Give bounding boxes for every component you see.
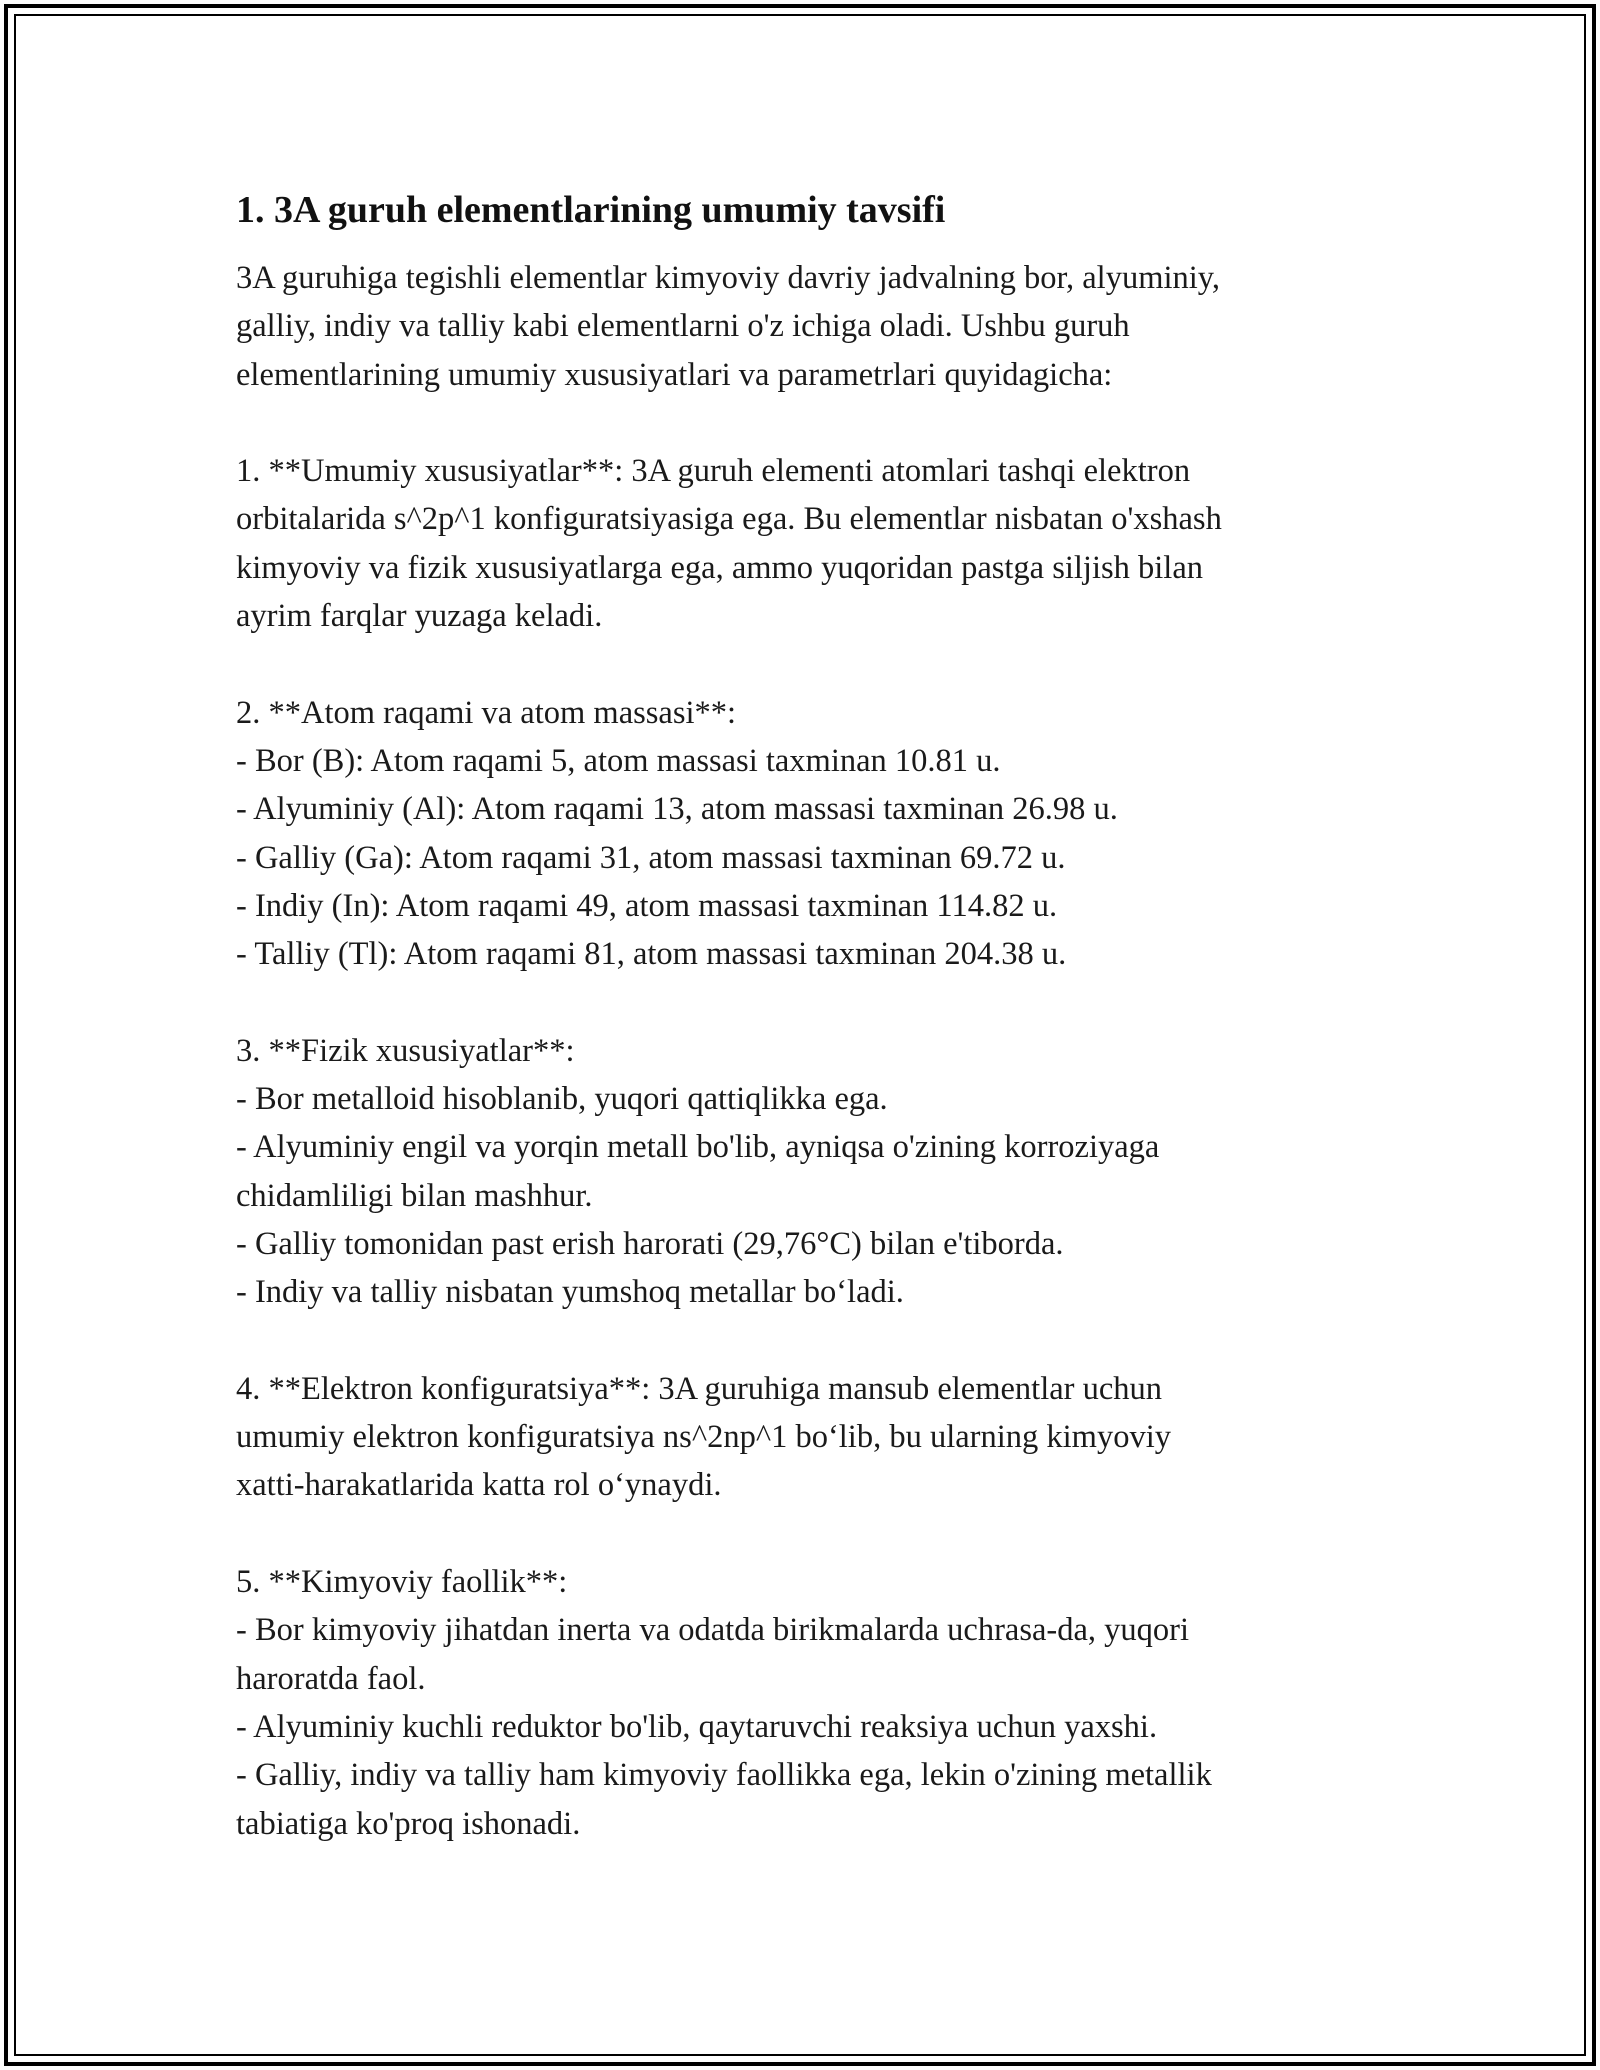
paragraph-gap <box>236 1317 1396 1365</box>
document-body <box>236 186 1396 1848</box>
document-heading: 1. 3A guruh elementlarining umumiy tavsifi <box>236 189 946 231</box>
paragraph-gap <box>236 1510 1396 1558</box>
section-chemical-activity: 5. **Kimyoviy faollik**: - Bor kimyoviy jihatdan inerta va odatda birikmalarda uchrasa-da, yuqori haroratda faol. - Alyuminiy kuchli reduktor bo'lib, qaytaruvchi reaksiya uchun yaxshi. - Galliy, indiy va talliy ham kimyoviy faollikka ega, lekin o'zining metallik tabiatiga ko'proq ishonadi. <box>236 1564 1212 1842</box>
paragraph-gap <box>236 399 1396 447</box>
paragraph-gap <box>236 640 1396 688</box>
section-electron-configuration: 4. **Elektron konfiguratsiya**: 3A guruhiga mansub elementlar uchun umumiy elektron konfiguratsiya ns^2np^1 bo‘lib, bu ularning kimyoviy xatti-harakatlarida katta rol o‘ynaydi. <box>236 1370 1171 1504</box>
intro-paragraph: 3A guruhiga tegishli elementlar kimyoviy davriy jadvalning bor, alyuminiy, galliy, indiy va talliy kabi elementlarni o'z ichiga oladi. Ushbu guruh elementlarining umumiy xususiyatlari va parametrlari quyidagicha: <box>236 260 1221 393</box>
section-atomic-numbers: 2. **Atom raqami va atom massasi**: - Bor (B): Atom raqami 5, atom massasi taxminan 10.81 u. - Alyuminiy (Al): Atom raqami 13, atom massasi taxminan 26.98 u. - Galliy (Ga): Atom raqami 31, atom massasi taxminan 69.72 u. - Indiy (In): Atom raqami 49, atom massasi taxminan 114.82 u. - Talliy (Tl): Atom raqami 81, atom massasi taxminan 204.38 u. <box>236 694 1118 973</box>
paragraph-gap <box>236 978 1396 1026</box>
section-general-properties: 1. **Umumiy xususiyatlar**: 3A guruh elementi atomlari tashqi elektron orbitalarida s^2p^1 konfiguratsiyasiga ega. Bu elementlar nisbatan o'xshash kimyoviy va fizik xususiyatlarga ega, ammo yuqoridan pastga siljish bilan ayrim farqlar yuzaga keladi. <box>236 453 1222 635</box>
section-physical-properties: 3. **Fizik xususiyatlar**: - Bor metalloid hisoblanib, yuqori qattiqlikka ega. - Alyuminiy engil va yorqin metall bo'lib, ayniqsa o'zining korroziyaga chidamliligi bilan mashhur. - Galliy tomonidan past erish harorati (29,76°C) bilan e'tiborda. - Indiy va talliy nisbatan yumshoq metallar bo‘ladi. <box>236 1032 1160 1311</box>
